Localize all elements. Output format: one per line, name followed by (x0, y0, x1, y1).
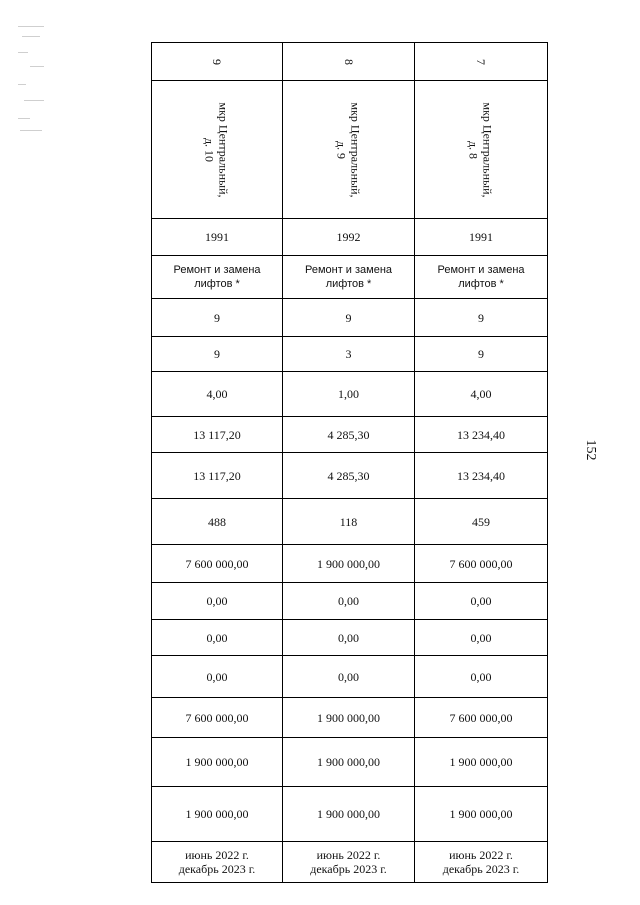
table-cell: 1 900 000,00 (283, 545, 415, 583)
period-cell: июнь 2022 г. декабрь 2023 г. (152, 842, 283, 883)
table-cell: 1 900 000,00 (415, 738, 548, 787)
table-cell: 1 900 000,00 (152, 738, 283, 787)
table-cell: 9 (152, 337, 283, 372)
table-cell: 13 234,40 (415, 453, 548, 499)
table-cell: 13 234,40 (415, 417, 548, 453)
table-cell: 7 600 000,00 (415, 545, 548, 583)
table-row (152, 583, 548, 620)
table-cell: 0,00 (415, 583, 548, 620)
table-row (152, 738, 548, 787)
table-cell: 1 900 000,00 (283, 787, 415, 842)
work-type-cell: Ремонт и замена лифтов * (152, 256, 283, 299)
table-cell: 0,00 (152, 620, 283, 656)
table-row (152, 417, 548, 453)
work-type-cell: Ремонт и замена лифтов * (283, 256, 415, 299)
address-cell: мкр Центральный, д. 8 (415, 81, 548, 219)
table-cell: 4,00 (152, 372, 283, 417)
table-cell: 0,00 (152, 583, 283, 620)
table-cell: 9 (415, 337, 548, 372)
table-row (152, 43, 548, 81)
col-number-cell: 8 (283, 43, 415, 81)
table-row (152, 787, 548, 842)
table-row (152, 299, 548, 337)
table-cell: 7 600 000,00 (152, 698, 283, 738)
table-cell: 0,00 (415, 656, 548, 698)
table-cell: 0,00 (283, 656, 415, 698)
table-row (152, 81, 548, 219)
table-row (152, 620, 548, 656)
table-cell: 3 (283, 337, 415, 372)
table-cell: 7 600 000,00 (415, 698, 548, 738)
table-row (152, 842, 548, 883)
table-row (152, 453, 548, 499)
year-cell: 1991 (152, 219, 283, 256)
table-cell: 4 285,30 (283, 453, 415, 499)
table-row (152, 256, 548, 299)
page-number: 152 (583, 439, 598, 461)
table-cell: 459 (415, 499, 548, 545)
table-cell: 0,00 (283, 620, 415, 656)
table-cell: 7 600 000,00 (152, 545, 283, 583)
col-number-cell: 7 (415, 43, 548, 81)
table-cell: 1 900 000,00 (152, 787, 283, 842)
table-cell: 488 (152, 499, 283, 545)
table-cell: 9 (415, 299, 548, 337)
period-cell: июнь 2022 г. декабрь 2023 г. (283, 842, 415, 883)
table-row (152, 337, 548, 372)
table-row (152, 372, 548, 417)
year-cell: 1992 (283, 219, 415, 256)
table-cell: 9 (283, 299, 415, 337)
table-cell: 13 117,20 (152, 417, 283, 453)
table-row (152, 698, 548, 738)
table-cell: 1 900 000,00 (283, 738, 415, 787)
work-type-cell: Ремонт и замена лифтов * (415, 256, 548, 299)
scan-stamp-mark (18, 22, 58, 137)
lift-repair-table (151, 42, 548, 883)
table-row (152, 219, 548, 256)
table-cell: 0,00 (152, 656, 283, 698)
table-row (152, 499, 548, 545)
table-row (152, 545, 548, 583)
table-cell: 118 (283, 499, 415, 545)
table-cell: 1,00 (283, 372, 415, 417)
address-cell: мкр Центральный, д. 9 (283, 81, 415, 219)
table-cell: 1 900 000,00 (415, 787, 548, 842)
year-cell: 1991 (415, 219, 548, 256)
table-cell: 0,00 (415, 620, 548, 656)
period-cell: июнь 2022 г. декабрь 2023 г. (415, 842, 548, 883)
table-cell: 9 (152, 299, 283, 337)
table-cell: 4,00 (415, 372, 548, 417)
address-cell: мкр Центральный, д. 10 (152, 81, 283, 219)
table-cell: 4 285,30 (283, 417, 415, 453)
table-cell: 13 117,20 (152, 453, 283, 499)
col-number-cell: 9 (152, 43, 283, 81)
table-cell: 1 900 000,00 (283, 698, 415, 738)
table-row (152, 656, 548, 698)
table-cell: 0,00 (283, 583, 415, 620)
